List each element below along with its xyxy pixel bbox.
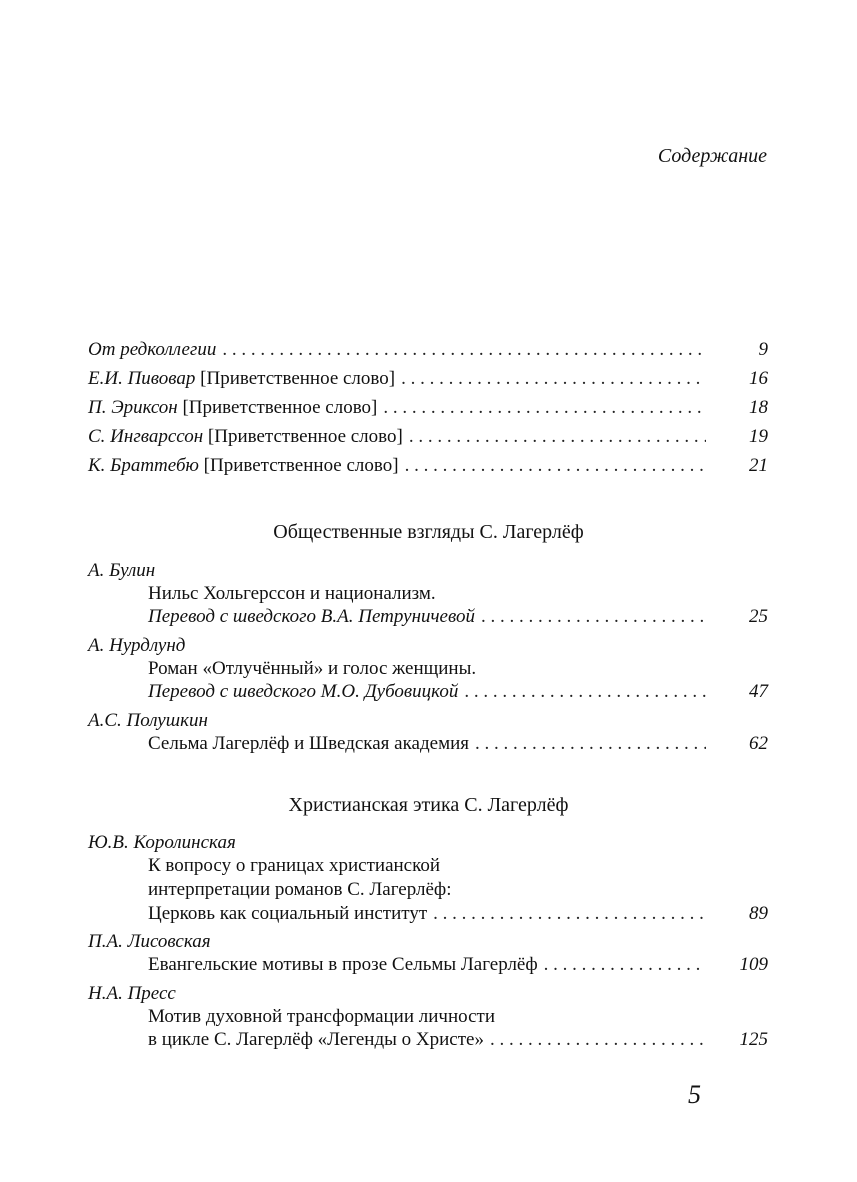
entry-translator: Перевод с шведского В.А. Петруничевой: [148, 606, 475, 627]
entry-title-line: в цикле С. Лагерлёф «Легенды о Христе»: [148, 1029, 484, 1050]
dot-leader: [484, 1027, 706, 1053]
page-number: 62: [749, 733, 768, 754]
entry-author: П.А. Лисовская: [88, 931, 211, 952]
dot-leader: [377, 395, 706, 421]
toc-entry[interactable]: [148, 731, 768, 757]
page-number: 16: [749, 368, 768, 389]
section-title: Христианская этика С. Лагерлёф: [288, 794, 569, 816]
section-title: Общественные взгляды С. Лагерлёф: [273, 521, 584, 543]
page-number: 9: [758, 339, 768, 360]
entry-title: [Приветственное слово]: [203, 426, 403, 447]
entry-author: Ю.В. Королинская: [88, 832, 236, 853]
dot-leader: [538, 952, 706, 978]
entry-author: С. Ингварссон: [88, 426, 204, 447]
entry-title: [Приветственное слово]: [195, 368, 396, 389]
entry-title-line: Мотив духовной трансформации личности: [148, 1006, 496, 1027]
dot-leader: [458, 679, 706, 705]
page-number: 19: [749, 426, 768, 447]
entry-title-line: интерпретации романов С. Лагерлёф:: [148, 879, 452, 900]
entry-title-line: Роман «Отлучённый» и голос женщины.: [148, 658, 477, 679]
dot-leader: [403, 424, 706, 450]
dot-leader: [475, 604, 706, 630]
entry-author: А. Булин: [88, 560, 156, 581]
front-entry[interactable]: [88, 395, 768, 421]
entry-author: От редколлегии: [88, 339, 217, 360]
entry-author: Н.А. Пресс: [88, 983, 176, 1004]
toc-entry[interactable]: [148, 901, 768, 927]
entry-author: А. Нурдлунд: [88, 635, 186, 656]
toc-entry[interactable]: [148, 679, 768, 705]
entry-author: П. Эриксон: [88, 397, 178, 418]
page-number: 21: [749, 455, 768, 476]
entry-title-line: Церковь как социальный институт: [148, 903, 428, 924]
entry-title-line: Сельма Лагерлёф и Шведская академия: [148, 733, 470, 754]
front-entry[interactable]: [88, 424, 768, 450]
dot-leader: [469, 731, 706, 757]
page-number: 109: [739, 954, 768, 975]
page-number: 25: [749, 606, 768, 627]
entry-title-line: Евангельские мотивы в прозе Сельмы Лагерлёф: [148, 954, 538, 975]
entry-author: К. Браттебю: [88, 455, 199, 476]
entry-translator: Перевод с шведского М.О. Дубовицкой: [148, 681, 459, 702]
front-entry[interactable]: [88, 453, 768, 479]
dot-leader: [427, 901, 706, 927]
front-entry[interactable]: [88, 337, 768, 363]
toc-entry[interactable]: [148, 604, 768, 630]
page-number: 47: [749, 681, 768, 702]
page-number: 89: [749, 903, 768, 924]
entry-title: [Приветственное слово]: [198, 455, 399, 476]
dot-leader: [216, 337, 706, 363]
toc-heading: Содержание: [657, 145, 767, 167]
entry-author: А.С. Полушкин: [88, 710, 208, 731]
folio-page-number: 5: [688, 1080, 701, 1109]
toc-entry[interactable]: [148, 1027, 768, 1053]
entry-title-line: Нильс Хольгерссон и национализм.: [148, 583, 436, 604]
dot-leader: [399, 453, 706, 479]
entry-title-line: К вопросу о границах христианской: [148, 855, 441, 876]
page-number: 125: [739, 1029, 768, 1050]
front-entry[interactable]: [88, 366, 768, 392]
dot-leader: [395, 366, 706, 392]
entry-author: Е.И. Пивовар: [88, 368, 196, 389]
toc-entry[interactable]: [148, 952, 768, 978]
entry-title: [Приветственное слово]: [177, 397, 378, 418]
page-number: 18: [749, 397, 768, 418]
